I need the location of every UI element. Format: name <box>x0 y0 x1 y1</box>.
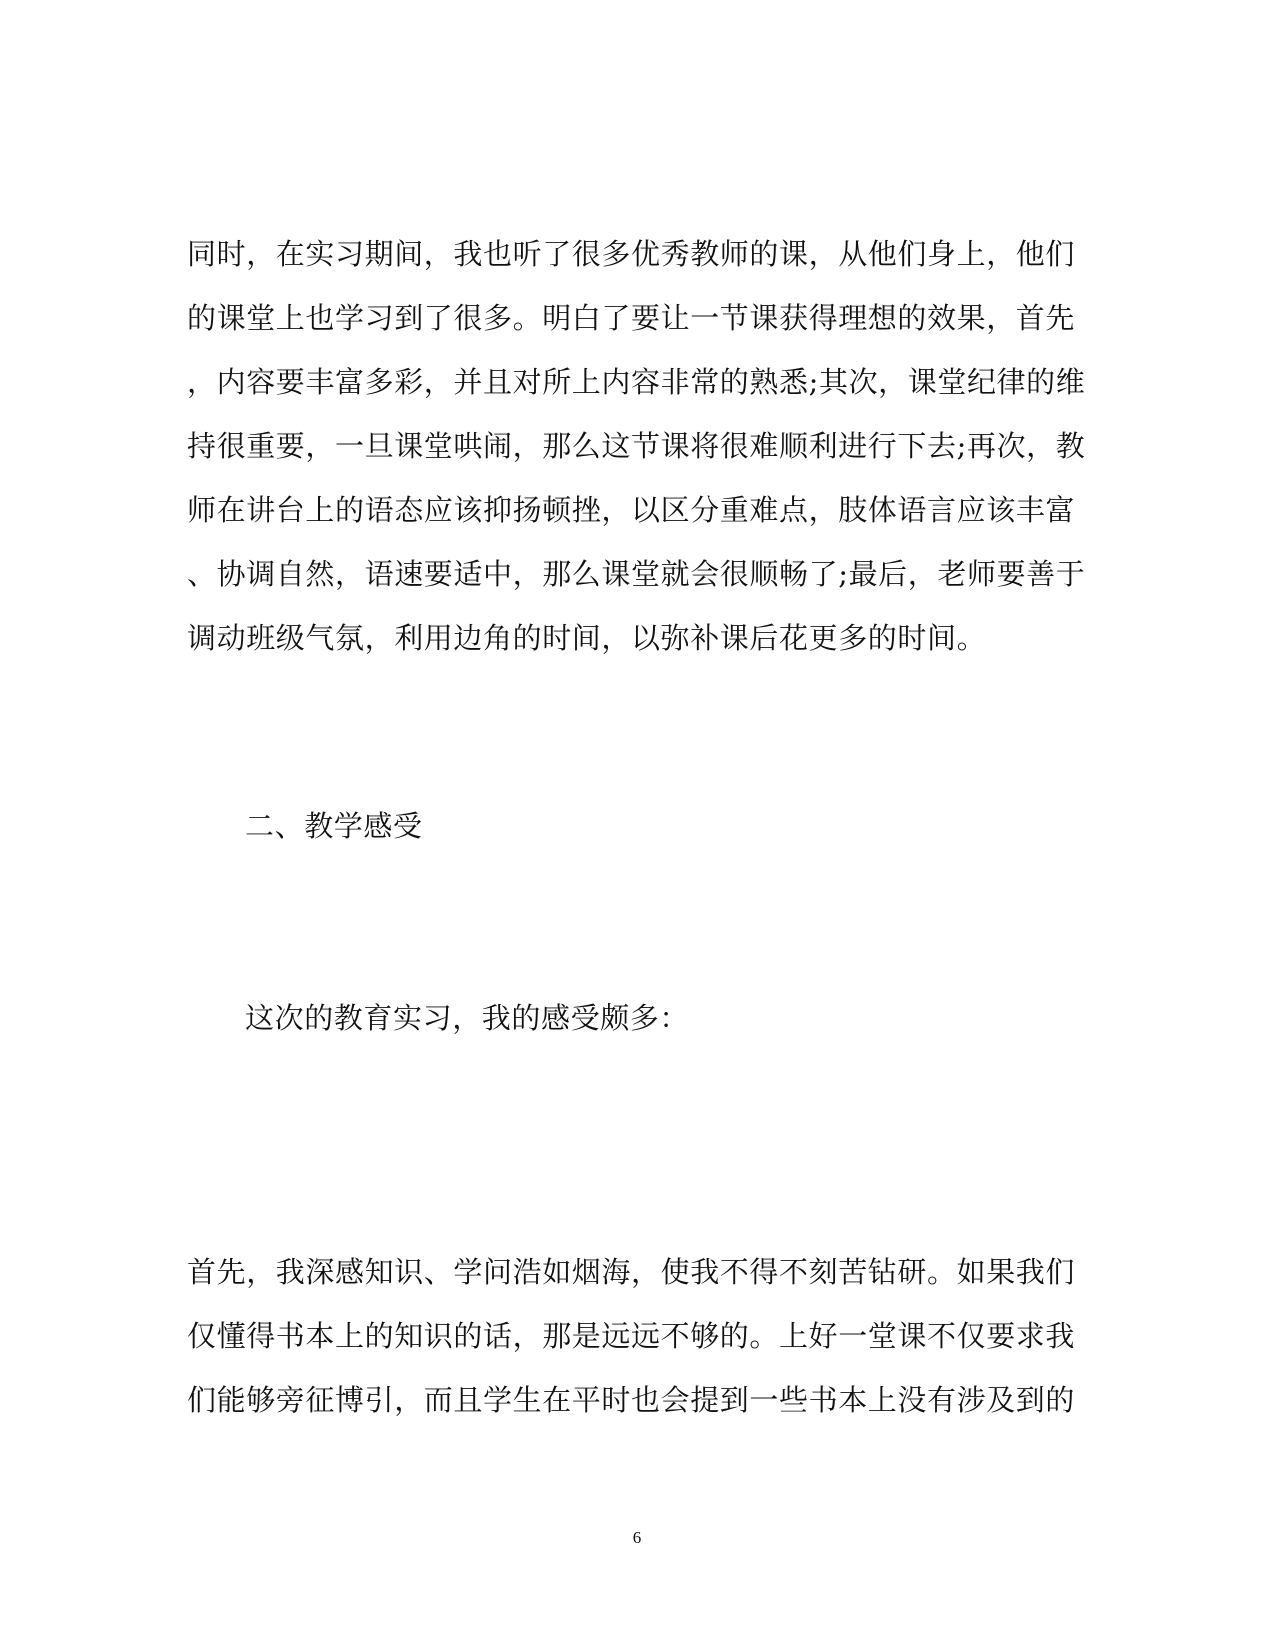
paragraph-1-line-5: 师在讲台上的语态应该抑扬顿挫，以区分重难点，肢体语言应该丰富 <box>187 493 1076 527</box>
paragraph-1-line-3: ，内容要丰富多彩，并且对所上内容非常的熟悉;其次，课堂纪律的维 <box>187 365 1086 399</box>
paragraph-1-line-1: 同时，在实习期间，我也听了很多优秀教师的课，从他们身上，他们 <box>187 237 1076 271</box>
section-heading: 二、教学感受 <box>245 809 423 843</box>
paragraph-2-line-2: 仅懂得书本上的知识的话，那是远远不够的。上好一堂课不仅要求我 <box>187 1319 1076 1353</box>
paragraph-1-line-4: 持很重要，一旦课堂哄闹，那么这节课将很难顺利进行下去;再次，教 <box>187 429 1086 463</box>
paragraph-1-line-7: 调动班级气氛，利用边角的时间，以弥补课后花更多的时间。 <box>187 621 987 655</box>
paragraph-1-line-6: 、协调自然，语速要适中，那么课堂就会很顺畅了;最后，老师要善于 <box>187 557 1086 591</box>
paragraph-1-line-2: 的课堂上也学习到了很多。明白了要让一节课获得理想的效果，首先 <box>187 301 1076 335</box>
intro-line: 这次的教育实习，我的感受颇多： <box>245 1001 690 1035</box>
paragraph-2-line-3: 们能够旁征博引，而且学生在平时也会提到一些书本上没有涉及到的 <box>187 1383 1076 1417</box>
page-number: 6 <box>632 1528 642 1547</box>
paragraph-2-line-1: 首先，我深感知识、学问浩如烟海，使我不得不刻苦钻研。如果我们 <box>187 1255 1076 1289</box>
